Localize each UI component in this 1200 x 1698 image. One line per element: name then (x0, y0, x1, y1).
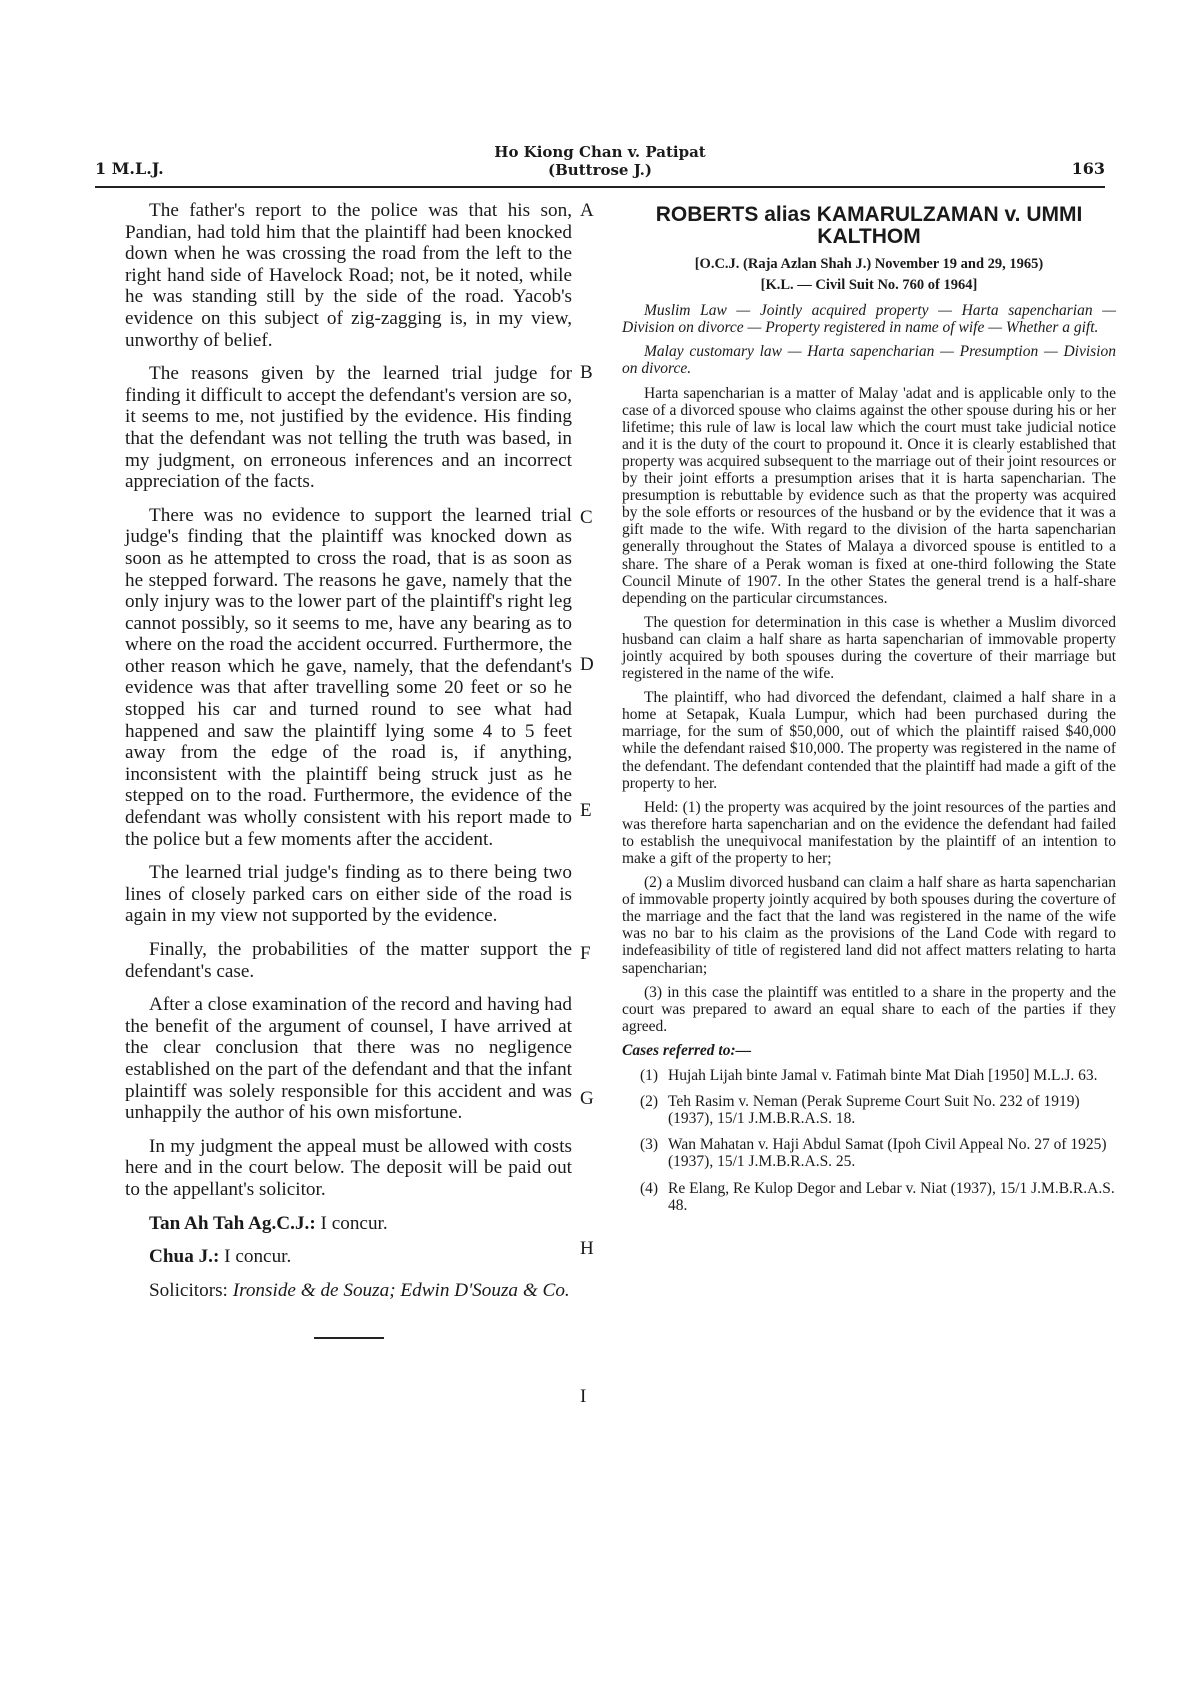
case-citation: Hujah Lijah binte Jamal v. Fatimah binte Mat Diah [1950] M.L.J. 63. (668, 1067, 1098, 1085)
case-item (622, 1136, 1116, 1170)
court-line: [O.C.J. (Raja Azlan Shah J.) November 19 and 29, 1965) (694, 256, 1044, 272)
cases-list (622, 1067, 1116, 1214)
paragraph: The father's report to the police was that his son, Pandian, had told him that the plaintiff had been knocked down when he was crossing the road from the left to the right hand side of Havelock Road; not, be it noted, while he was standing still by the side of the road. Yacob's evidence on this subject of zig-zagging is, in my view, unworthy of belief. (125, 200, 572, 351)
concurrence (125, 1246, 572, 1268)
paragraph: The learned trial judge's finding as to there being two lines of closely parked cars on either side of the road is again in my view not supported by the evidence. (125, 862, 572, 927)
case-item (622, 1067, 1116, 1084)
catchwords: Malay customary law — Harta sapencharian — Presumption — Division on divorce. (622, 343, 1116, 378)
concur-text: I concur. (224, 1246, 292, 1268)
page-number: 163 (1071, 159, 1105, 178)
left-column (125, 200, 572, 1339)
suit-line: [K.L. — Civil Suit No. 760 of 1964] (760, 277, 978, 294)
case-citation: Wan Mahatan v. Haji Abdul Samat (Ipoh Civil Appeal No. 27 of 1925) (1937), 15/1 J.M.B.R.A.S. 25. (668, 1136, 1107, 1171)
running-case-title: Ho Kiong Chan v. Patipat (494, 143, 706, 161)
solicitors-label: Solicitors: (149, 1279, 228, 1301)
margin-letter: D (580, 654, 594, 675)
volume-ref: 1 M.L.J. (95, 159, 164, 178)
case-item (622, 1180, 1116, 1214)
margin-letter: B (580, 362, 593, 383)
paragraph: There was no evidence to support the learned trial judge's finding that the plaintiff was knocked down as soon as he attempted to cross the road, that is as soon as he stepped forward. The reasons he gave, namely that the only injury was to the lower part of the plaintiff's right leg cannot possibly, so it seems to me, have any bearing as to where on the road the accident occurred. Furthermore, the other reason which he gave, namely, that the defendant's evidence was that after travelling some 20 feet or so he stopped his car and turned round to see what had happened and saw the plaintiff lying some 4 to 5 feet away from the edge of the road is, if anything, inconsistent with the plaintiff being struck just as he stepped on to the road. Furthermore, the evidence of the defendant was wholly consistent with his report made to the police but a few moments after the accident. (125, 504, 572, 850)
running-judge: (Buttrose J.) (548, 161, 652, 179)
case-citation: Re Elang, Re Kulop Degor and Lebar v. Niat (1937), 15/1 J.M.B.R.A.S. 48. (668, 1179, 1115, 1214)
case-item (622, 1093, 1116, 1127)
paragraph: The reasons given by the learned trial judge for finding it difficult to accept the defendant's version are so, it seems to me, not justified by the evidence. His finding that the defendant was not telling the truth was based, in my judgment, on erroneous inferences and an incorrect appreciation of the facts. (125, 363, 572, 493)
concur-text: I concur. (320, 1212, 388, 1234)
margin-letter: F (580, 943, 591, 964)
facts: The plaintiff, who had divorced the defendant, claimed a half share in a home at Setapak, Kuala Lumpur, which had been purchased during the marriage, for the sum of $50,000, out of which the plaintiff raised $40,000 while the defendant raised $10,000. The property was registered in the name of the defendant. The defendant contended that the plaintiff had made a gift of the property to her. (622, 689, 1116, 792)
held: (2) a Muslim divorced husband can claim a half share as harta sapencharian of immovable property jointly acquired by both spouses during the coverture of the marriage and the fact that the land was registered in the name of the wife was no bar to his claim as the provisions of the Land Code with regard to indefeasibility of title of registered land did not affect matters relating to harta sapencharian; (622, 874, 1116, 977)
margin-letter: A (580, 200, 594, 221)
case-citation: Teh Rasim v. Neman (Perak Supreme Court Suit No. 232 of 1919) (1937), 15/1 J.M.B.R.A.S. 18. (668, 1093, 1080, 1128)
solicitors-value: Ironside & de Souza; Edwin D'Souza & Co. (232, 1279, 570, 1301)
concurrence (125, 1213, 572, 1235)
page-header (95, 143, 1105, 183)
case-number: (4) (640, 1179, 659, 1197)
case-number: (3) (640, 1136, 659, 1154)
case-number: (1) (640, 1067, 659, 1085)
end-rule (314, 1337, 384, 1339)
headnote: Harta sapencharian is a matter of Malay 'adat and is applicable only to the case of a divorced spouse who claims against the other spouse during his or her lifetime; this rule of law is local law which the court must take judicial notice and it is the duty of the court to propound it. Once it is clearly established that property was acquired subsequent to the marriage out of their joint resources or by their joint efforts a presumption arises that it is harta sapencharian. The presumption is rebuttable by evidence such as that the property was acquired by the sole efforts or resources of the husband or by the evidence that it was a gift made to the wife. With regard to the division of the harta sapencharian generally throughout the States of Malaya a divorced spouse is entitled to a share. The share of a Perak woman is fixed at one-third following the State Council Minute of 1907. In the other States the general trend is a half-share depending on the particular circumstances. (622, 384, 1116, 607)
margin-letter: I (580, 1386, 587, 1407)
paragraph: Finally, the probabilities of the matter support the defendant's case. (125, 939, 572, 982)
solicitors (125, 1280, 572, 1302)
catchwords: Muslim Law — Jointly acquired property — Harta sapencharian — Division on divorce — Property registered in name of wife — Whether a gift. (622, 302, 1116, 337)
held: Held: (1) the property was acquired by the joint resources of the parties and was therefore harta sapencharian and on the evidence the defendant had failed to establish the unequivocal manifestation by the plaintiff of an intention to make a gift of the property to her; (622, 798, 1116, 867)
held: (3) in this case the plaintiff was entitled to a share in the property and the court was prepared to award an equal share to each of the parties if they agreed. (622, 983, 1116, 1035)
paragraph: After a close examination of the record and having had the benefit of the argument of counsel, I have arrived at the clear conclusion that there was no negligence established on the part of the defendant and that the infant plaintiff was solely responsible for this accident and was unhappily the author of his own misfortune. (125, 994, 572, 1124)
concur-judge: Tan Ah Tah Ag.C.J.: (149, 1212, 316, 1234)
header-rule (95, 186, 1105, 188)
margin-letter: C (580, 507, 593, 528)
margin-letter: G (580, 1088, 594, 1109)
paragraph: In my judgment the appeal must be allowed with costs here and in the court below. The deposit will be paid out to the appellant's solicitor. (125, 1135, 572, 1200)
case-title: ROBERTS alias KAMARULZAMAN v. UMMI KALTHOM (655, 203, 1083, 248)
running-title (95, 143, 1105, 179)
margin-letter: H (580, 1238, 594, 1259)
margin-letter: E (580, 800, 592, 821)
right-column (622, 200, 1116, 1223)
cases-heading: Cases referred to:— (622, 1041, 752, 1059)
concur-judge: Chua J.: (149, 1246, 220, 1268)
question: The question for determination in this case is whether a Muslim divorced husband can claim a half share as harta sapencharian of immovable property jointly acquired by both spouses during the coverture of their marriage but registered in the name of the wife. (622, 613, 1116, 683)
case-number: (2) (640, 1093, 659, 1111)
